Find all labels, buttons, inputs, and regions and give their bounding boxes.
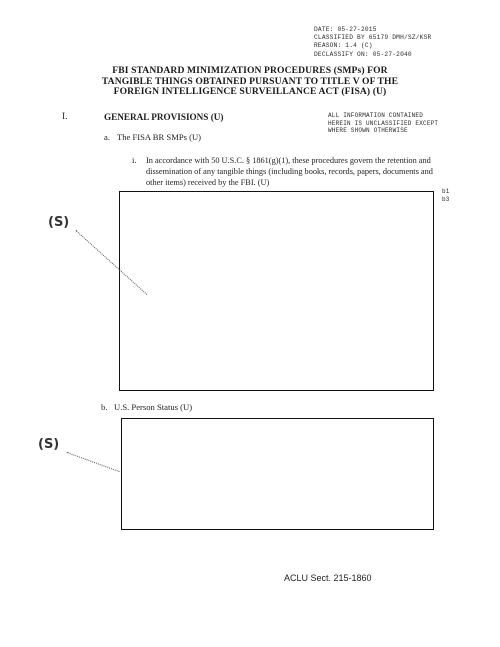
classification-marking: (S) xyxy=(38,437,60,452)
header-stamp-line: REASON: 1.4 (C) xyxy=(314,42,373,50)
item-b-letter: b. xyxy=(101,402,108,412)
declass-note-line: HEREIN IS UNCLASSIFIED EXCEPT xyxy=(328,119,439,127)
exemption-note xyxy=(442,188,450,204)
item-a-i-paragraph: In accordance with 50 U.S.C. § 1861(g)(1), these procedures govern the retention and dissemination of any tangible things (including books, records, papers, documents and other items) received by the FBI. (U) xyxy=(146,156,433,187)
item-a-label: The FISA BR SMPs (U) xyxy=(117,132,202,142)
document-title-line: FBI STANDARD MINIMIZATION PROCEDURES (SMPs) FOR xyxy=(112,65,388,76)
header-stamp xyxy=(314,26,431,59)
document-title-line: FOREIGN INTELLIGENCE SURVEILLANCE ACT (FISA) (U) xyxy=(113,86,387,98)
marking-leader-line xyxy=(67,452,120,472)
header-stamp-line: CLASSIFIED BY 65179 DMH/SZ/KSR xyxy=(314,34,432,42)
header-stamp-line: DATE: 05-27-2015 xyxy=(314,26,377,33)
item-a-i-numeral: i. xyxy=(132,155,137,165)
redaction-box xyxy=(121,418,434,530)
document-title xyxy=(70,66,430,98)
classification-marking: (S) xyxy=(48,215,70,230)
item-b-label: U.S. Person Status (U) xyxy=(114,402,193,412)
exemption-line: b3 xyxy=(442,196,450,203)
exemption-line: b1 xyxy=(442,188,450,195)
declass-note-line: ALL INFORMATION CONTAINED xyxy=(328,112,424,119)
declass-note-line: WHERE SHOWN OTHERWISE xyxy=(328,127,408,135)
declass-note xyxy=(328,112,438,135)
document-title-line: TANGIBLE THINGS OBTAINED PURSUANT TO TITLE V OF THE xyxy=(101,75,399,87)
header-stamp-line: DECLASSIFY ON: 05-27-2040 xyxy=(314,50,412,58)
redaction-box xyxy=(119,191,434,391)
section-heading: GENERAL PROVISIONS (U) xyxy=(104,112,224,122)
item-a-letter: a. xyxy=(104,132,110,142)
section-numeral: I. xyxy=(62,112,68,122)
page-footer: ACLU Sect. 215-1860 xyxy=(284,573,372,583)
